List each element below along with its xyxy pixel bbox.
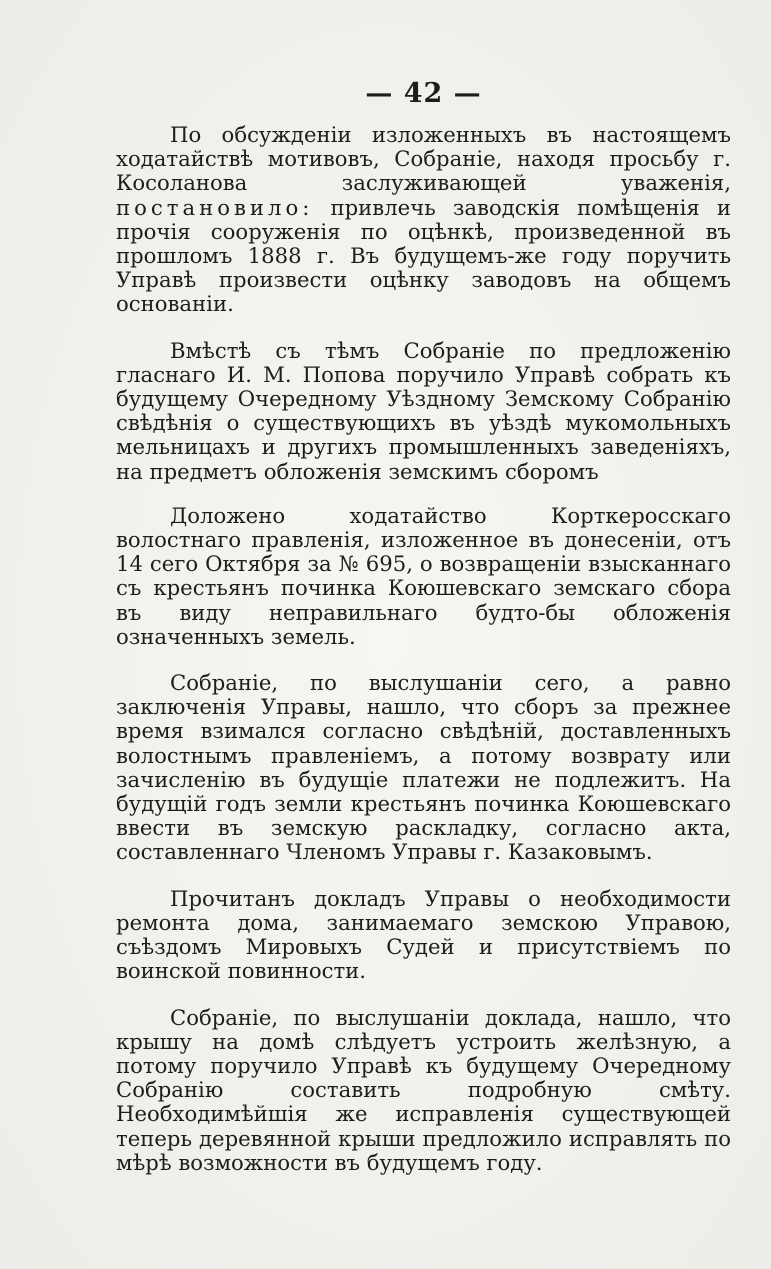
paragraph-3: Доложено ходатайство Корткеросскаго волостнаго правленія, изложенное въ донесеніи, отъ 14 сего Октября за № 695, о возвращеніи взысканнаго съ крестьянъ починка Коюшевскаго земскаго сбора въ виду неправильнаго будто-бы обложенія означенныхъ земель. <box>116 502 731 649</box>
paragraph-5: Прочитанъ докладъ Управы о необходимости ремонта дома, занимаемаго земскою Управою, съѣздомъ Мировыхъ Судей и присутствіемъ по воинской повинности. <box>116 885 731 984</box>
paragraph-1-text-a: По обсужденіи изложенныхъ въ настоящемъ ходатайствѣ мотивовъ, Собраніе, находя просьбу г. Косоланова заслуживающей уваженія, <box>116 122 731 196</box>
paragraph-1-emphasis: постановило: <box>116 194 314 220</box>
paragraph-4: Собраніе, по выслушаніи сего, а равно заключенія Управы, нашло, что сборъ за прежнее время взимался согласно свѣдѣній, доставленныхъ волостнымъ правленіемъ, а потому возврату или зачисленію въ будущіе платежи не подлежитъ. На будущій годъ земли крестьянъ починка Коюшевскаго ввести въ земскую раскладку, согласно акта, составленнаго Членомъ Управы г. Казаковымъ. <box>116 670 731 865</box>
paragraph-2: Вмѣстѣ съ тѣмъ Собраніе по предложенію гласнаго И. М. Попова поручило Управѣ собрать къ будущему Очередному Уѣздному Земскому Собранію свѣдѣнія о существующихъ въ уѣздѣ мукомольныхъ мельницахъ и другихъ промышленныхъ заведеніяхъ, на предметъ обложенія земскимъ сборомъ <box>116 337 731 484</box>
paragraph-1 <box>116 123 731 317</box>
page-number: — 42 — <box>365 78 482 109</box>
paragraph-1-text-b: привлечь заводскія помѣщенія и прочія сооруженія по оцѣнкѣ, произведенной въ прошломъ 1888 г. Въ будущемъ-же году поручить Управѣ произвести оцѣнку заводовъ на общемъ основаніи. <box>116 194 731 317</box>
paragraph-6: Собраніе, по выслушаніи доклада, нашло, что крышу на домѣ слѣдуетъ устроить желѣзную, а потому поручило Управѣ къ будущему Очередному Собранію составить подробную смѣту. Необходимѣйшія же исправленія существующей теперь деревянной крыши предложило исправлять по мѣрѣ возможности въ будущемъ году. <box>116 1004 731 1175</box>
